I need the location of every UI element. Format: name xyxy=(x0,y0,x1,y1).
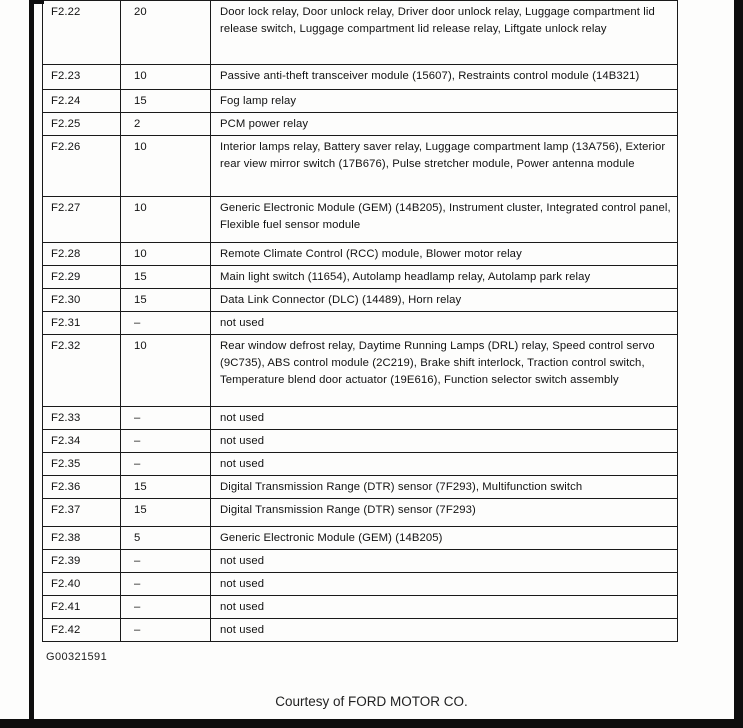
fuse-row xyxy=(43,266,678,289)
fuse-id-cell: F2.39 xyxy=(43,550,121,573)
amp-rating-cell: 15 xyxy=(121,289,211,312)
amp-rating-cell: – xyxy=(121,430,211,453)
amp-rating-cell: 2 xyxy=(121,113,211,136)
fuse-row xyxy=(43,619,678,642)
figure-code: G00321591 xyxy=(46,651,108,663)
fuse-id-cell: F2.32 xyxy=(43,335,121,407)
circuit-description-cell: Generic Electronic Module (GEM) (14B205) xyxy=(211,527,678,550)
amp-rating-cell: 15 xyxy=(121,90,211,113)
amp-rating-cell: 15 xyxy=(121,476,211,499)
fuse-id-cell: F2.31 xyxy=(43,312,121,335)
fuse-row xyxy=(43,90,678,113)
circuit-description-cell: Rear window defrost relay, Daytime Running Lamps (DRL) relay, Speed control servo (9C735), ABS control module (2C219), Brake shift interlock, Traction control switch, Temperature blend door actuator (19E616), Function selector switch assembly xyxy=(211,335,678,407)
circuit-description-cell: Generic Electronic Module (GEM) (14B205), Instrument cluster, Integrated control panel, Flexible fuel sensor module xyxy=(211,197,678,243)
fuse-row xyxy=(43,430,678,453)
amp-rating-cell: – xyxy=(121,407,211,430)
fuse-id-cell: F2.29 xyxy=(43,266,121,289)
fuse-row xyxy=(43,596,678,619)
fuse-id-cell: F2.27 xyxy=(43,197,121,243)
amp-rating-cell: 15 xyxy=(121,499,211,527)
amp-rating-cell: 10 xyxy=(121,197,211,243)
fuse-id-cell: F2.34 xyxy=(43,430,121,453)
page-binding-edge-bottom xyxy=(0,719,743,728)
fuse-row xyxy=(43,197,678,243)
circuit-description-cell: Door lock relay, Door unlock relay, Driver door unlock relay, Luggage compartment lid release switch, Luggage compartment lid release relay, Liftgate unlock relay xyxy=(211,1,678,65)
fuse-row xyxy=(43,312,678,335)
amp-rating-cell: 10 xyxy=(121,136,211,197)
fuse-row xyxy=(43,527,678,550)
circuit-description-cell: not used xyxy=(211,573,678,596)
fuse-id-cell: F2.38 xyxy=(43,527,121,550)
fuse-row xyxy=(43,1,678,65)
fuse-id-cell: F2.25 xyxy=(43,113,121,136)
fuse-row xyxy=(43,407,678,430)
fuse-id-cell: F2.24 xyxy=(43,90,121,113)
circuit-description-cell: Remote Climate Control (RCC) module, Blower motor relay xyxy=(211,243,678,266)
amp-rating-cell: 10 xyxy=(121,243,211,266)
circuit-description-cell: not used xyxy=(211,430,678,453)
fuse-id-cell: F2.22 xyxy=(43,1,121,65)
circuit-description-cell: Main light switch (11654), Autolamp headlamp relay, Autolamp park relay xyxy=(211,266,678,289)
amp-rating-cell: 10 xyxy=(121,335,211,407)
fuse-row xyxy=(43,289,678,312)
amp-rating-cell: – xyxy=(121,312,211,335)
fuse-row xyxy=(43,136,678,197)
fuse-id-cell: F2.28 xyxy=(43,243,121,266)
fuse-row xyxy=(43,335,678,407)
circuit-description-cell: Interior lamps relay, Battery saver relay, Luggage compartment lamp (13A756), Exterior rear view mirror switch (17B676), Pulse stretcher module, Power antenna module xyxy=(211,136,678,197)
amp-rating-cell: – xyxy=(121,573,211,596)
circuit-description-cell: Fog lamp relay xyxy=(211,90,678,113)
fuse-id-cell: F2.36 xyxy=(43,476,121,499)
fuse-id-cell: F2.35 xyxy=(43,453,121,476)
amp-rating-cell: – xyxy=(121,619,211,642)
page-binding-edge-left xyxy=(29,0,34,728)
courtesy-line: Courtesy of FORD MOTOR CO. xyxy=(275,694,468,709)
fuse-id-cell: F2.42 xyxy=(43,619,121,642)
fuse-row xyxy=(43,573,678,596)
circuit-description-cell: not used xyxy=(211,550,678,573)
fuse-row xyxy=(43,243,678,266)
fuse-id-cell: F2.23 xyxy=(43,65,121,90)
amp-rating-cell: 10 xyxy=(121,65,211,90)
circuit-description-cell: not used xyxy=(211,619,678,642)
fuse-row xyxy=(43,453,678,476)
fuse-id-cell: F2.26 xyxy=(43,136,121,197)
fuse-id-cell: F2.33 xyxy=(43,407,121,430)
circuit-description-cell: not used xyxy=(211,453,678,476)
fuse-table-body xyxy=(43,1,678,642)
fuse-table xyxy=(42,0,678,642)
fuse-id-cell: F2.30 xyxy=(43,289,121,312)
amp-rating-cell: – xyxy=(121,596,211,619)
amp-rating-cell: 20 xyxy=(121,1,211,65)
page-binding-edge-right xyxy=(734,0,743,728)
fuse-row xyxy=(43,476,678,499)
fuse-row xyxy=(43,113,678,136)
amp-rating-cell: – xyxy=(121,453,211,476)
circuit-description-cell: not used xyxy=(211,407,678,430)
fuse-id-cell: F2.41 xyxy=(43,596,121,619)
circuit-description-cell: Digital Transmission Range (DTR) sensor (7F293), Multifunction switch xyxy=(211,476,678,499)
amp-rating-cell: 5 xyxy=(121,527,211,550)
fuse-row xyxy=(43,499,678,527)
fuse-row xyxy=(43,65,678,90)
circuit-description-cell: not used xyxy=(211,596,678,619)
fuse-id-cell: F2.37 xyxy=(43,499,121,527)
circuit-description-cell: Data Link Connector (DLC) (14489), Horn relay xyxy=(211,289,678,312)
circuit-description-cell: Digital Transmission Range (DTR) sensor (7F293) xyxy=(211,499,678,527)
circuit-description-cell: Passive anti-theft transceiver module (15607), Restraints control module (14B321) xyxy=(211,65,678,90)
circuit-description-cell: PCM power relay xyxy=(211,113,678,136)
fuse-row xyxy=(43,550,678,573)
circuit-description-cell: not used xyxy=(211,312,678,335)
fuse-id-cell: F2.40 xyxy=(43,573,121,596)
amp-rating-cell: 15 xyxy=(121,266,211,289)
amp-rating-cell: – xyxy=(121,550,211,573)
